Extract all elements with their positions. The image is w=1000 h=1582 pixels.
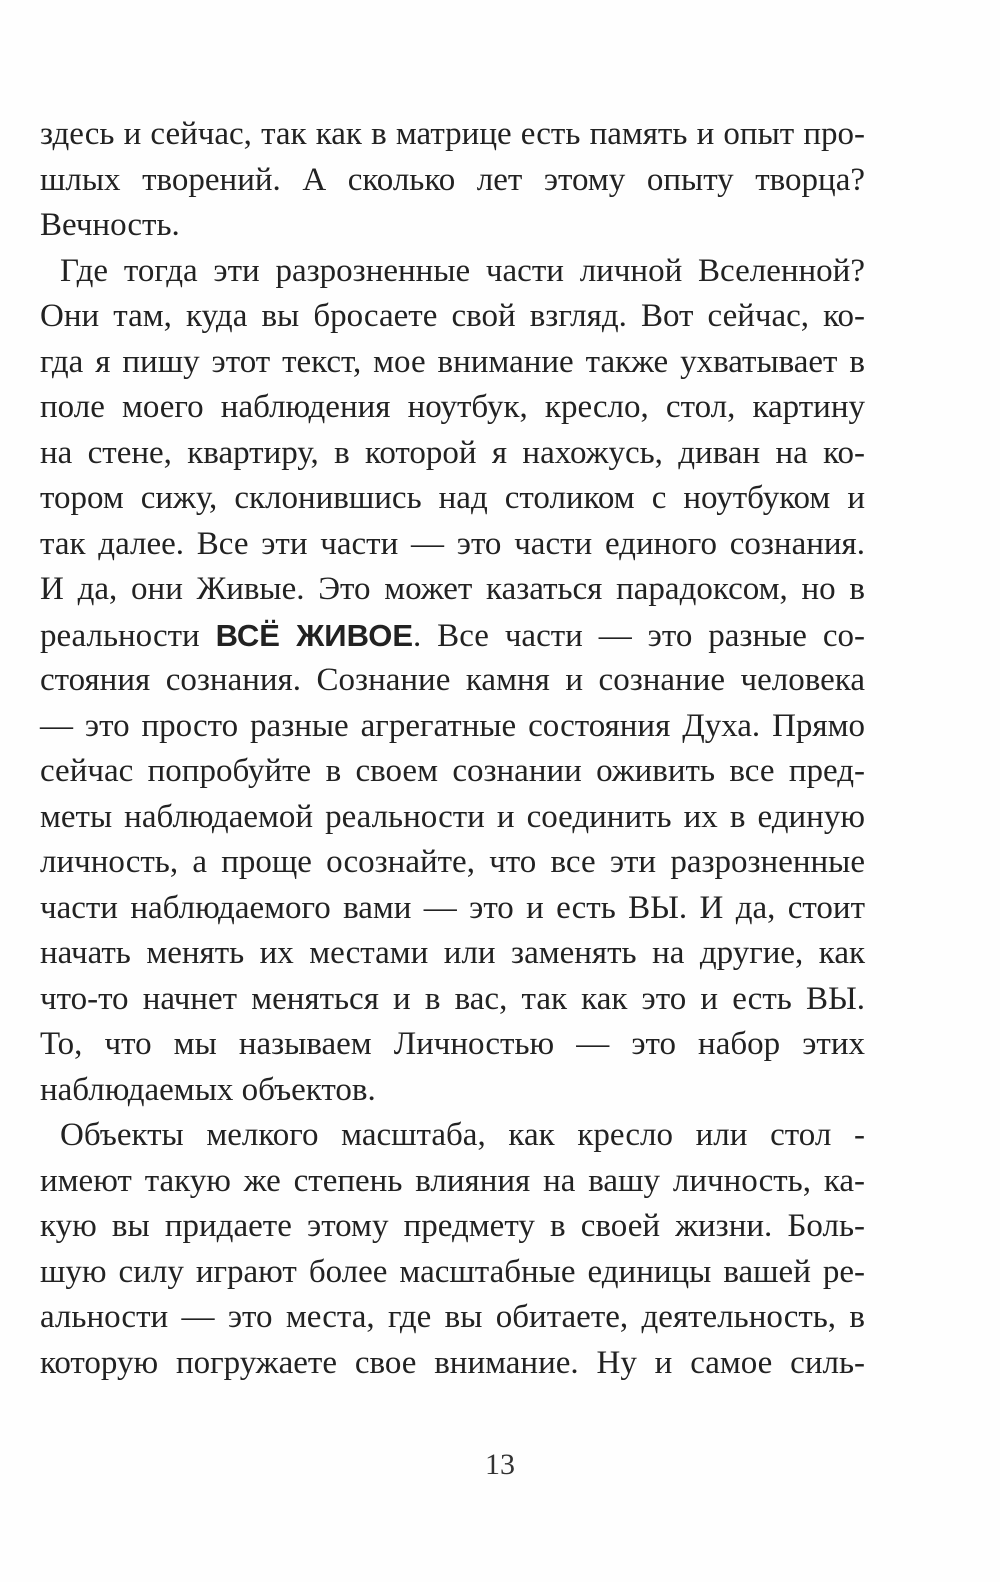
text-line: что-то начнет меняться и в вас, так как это и есть ВЫ. bbox=[40, 980, 865, 1017]
text-line: личность, а проще осознайте, что все эти разрозненные bbox=[40, 844, 865, 880]
page-number-label: 13 bbox=[485, 1448, 515, 1481]
text-line: поле моего наблюдения ноутбук, кресло, стол, картину bbox=[40, 389, 865, 425]
text-line: шую силу играют более масштабные единицы вашей ре- bbox=[40, 1253, 865, 1290]
text-line: имеют такую же степень влияния на вашу личность, ка- bbox=[40, 1162, 865, 1199]
text-line: меты наблюдаемой реальности и соединить их в единую bbox=[40, 798, 865, 835]
text-line: Вечность. bbox=[40, 207, 180, 243]
text-line: шлых творений. А сколько лет этому опыту творца? bbox=[40, 161, 865, 198]
text-line: тором сижу, склонившись над столиком с ноутбуком и bbox=[40, 480, 865, 516]
text-line: Они там, куда вы бросаете свой взгляд. Вот сейчас, ко- bbox=[40, 298, 865, 334]
text-line: части наблюдаемого вами — это и есть ВЫ. И да, стоит bbox=[40, 889, 865, 926]
text-line: наблюдаемых объектов. bbox=[40, 1071, 376, 1108]
text-line: — это просто разные агрегатные состояния Духа. Прямо bbox=[40, 707, 865, 744]
text-line: здесь и сейчас, так как в матрице есть память и опыт про- bbox=[40, 116, 865, 152]
text-segment: реальности bbox=[40, 617, 216, 654]
text-line bbox=[40, 613, 865, 659]
text-line: стояния сознания. Сознание камня и сознание человека bbox=[40, 662, 865, 698]
text-line: И да, они Живые. Это может казаться парадоксом, но в bbox=[40, 571, 865, 607]
text-line: Объекты мелкого масштаба, как кресло или стол - bbox=[60, 1117, 865, 1153]
page-number bbox=[0, 1448, 1000, 1482]
body-text bbox=[40, 112, 865, 1386]
text-segment: . Все части — это разные со- bbox=[413, 617, 865, 654]
text-line: альности — это места, где вы обитаете, деятельность, в bbox=[40, 1299, 865, 1335]
text-line: начать менять их местами или заменять на другие, как bbox=[40, 935, 865, 971]
bold-phrase: ВСЁ ЖИВОЕ bbox=[215, 617, 413, 653]
paragraph bbox=[40, 112, 865, 249]
text-line: на стене, квартиру, в которой я нахожусь, диван на ко- bbox=[40, 434, 865, 471]
text-line: То, что мы называем Личностью — это набор этих bbox=[40, 1026, 865, 1062]
text-line: Где тогда эти разрозненные части личной Вселенной? bbox=[60, 252, 865, 289]
paragraph bbox=[40, 249, 865, 1114]
paragraph bbox=[40, 1113, 865, 1386]
text-line: сейчас попробуйте в своем сознании оживить все пред- bbox=[40, 753, 865, 789]
text-line: которую погружаете свое внимание. Ну и самое силь- bbox=[40, 1344, 865, 1381]
text-line: так далее. Все эти части — это части единого сознания. bbox=[40, 525, 865, 562]
text-line: кую вы придаете этому предмету в своей жизни. Боль- bbox=[40, 1208, 865, 1244]
text-line: гда я пишу этот текст, мое внимание также ухватывает в bbox=[40, 343, 865, 380]
